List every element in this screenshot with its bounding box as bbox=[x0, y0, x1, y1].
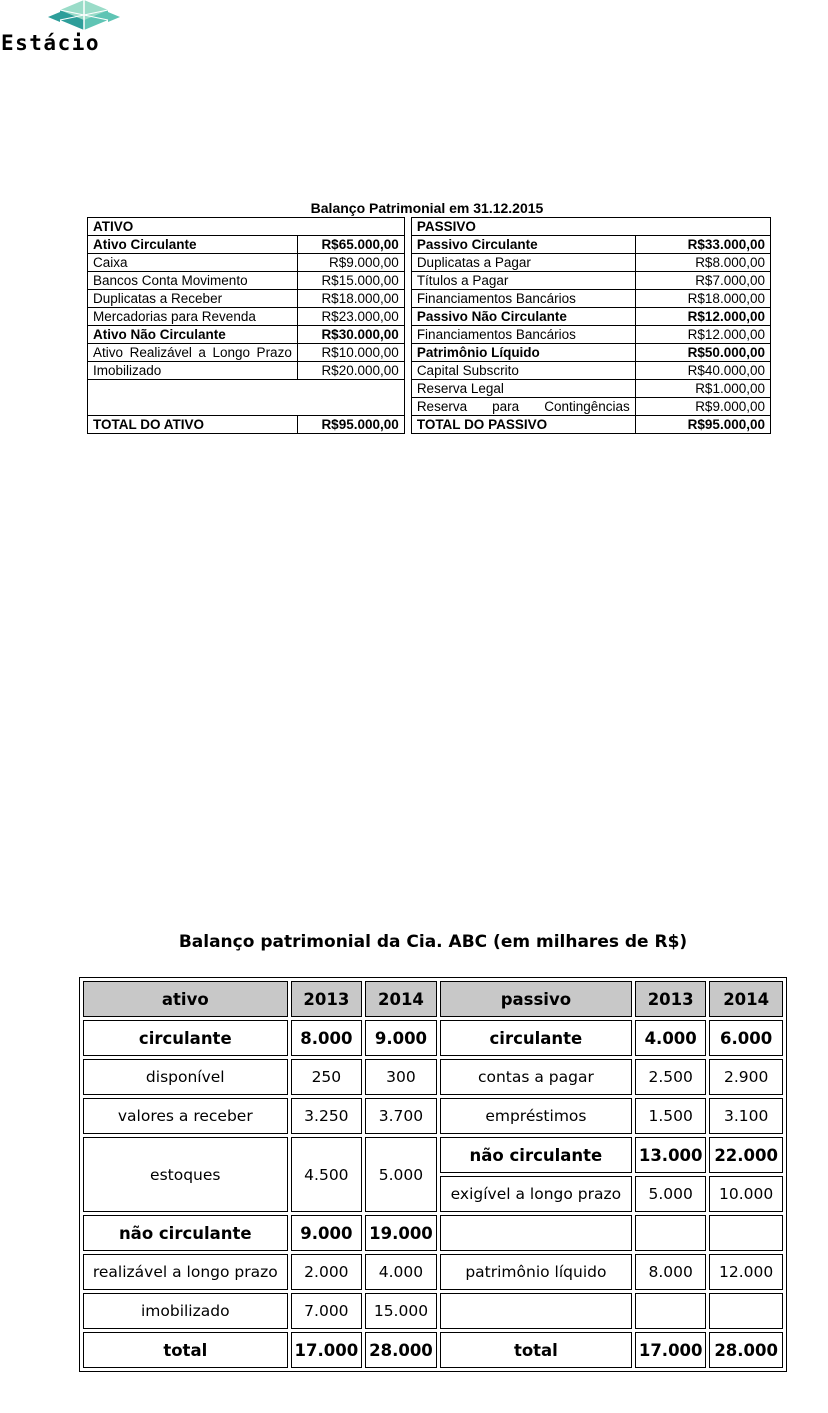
column-gap bbox=[404, 272, 411, 290]
passivo-value: R$9.000,00 bbox=[635, 398, 770, 416]
balance-sheet-abc-table bbox=[79, 977, 787, 1372]
logo-text: Estácio bbox=[1, 31, 101, 55]
table2-title: Balanço patrimonial da Cia. ABC (em milhares de R$) bbox=[178, 932, 688, 952]
ativo-value-2013: 2.000 bbox=[291, 1254, 363, 1290]
total-ativo-2014: 28.000 bbox=[365, 1332, 437, 1368]
ativo-label: Caixa bbox=[88, 254, 298, 272]
table1-title: Balanço Patrimonial em 31.12.2015 bbox=[310, 200, 544, 216]
passivo-label: Financiamentos Bancários bbox=[411, 290, 635, 308]
ativo-value-2013: 8.000 bbox=[291, 1020, 363, 1056]
passivo-empty-cell bbox=[709, 1293, 783, 1329]
total-ativo-label: total bbox=[83, 1332, 288, 1368]
column-gap bbox=[404, 308, 411, 326]
ativo-value-2013: 3.250 bbox=[291, 1098, 363, 1134]
column-gap bbox=[404, 326, 411, 344]
table-row bbox=[83, 1215, 783, 1251]
ativo-label: disponível bbox=[83, 1059, 288, 1095]
total-ativo-value: R$95.000,00 bbox=[297, 416, 404, 434]
ativo-value: R$20.000,00 bbox=[297, 362, 404, 380]
passivo-empty-cell bbox=[635, 1215, 706, 1251]
passivo-label: exigível a longo prazo bbox=[440, 1176, 632, 1212]
passivo-label: Passivo Não Circulante bbox=[411, 308, 635, 326]
passivo-label: patrimônio líquido bbox=[440, 1254, 632, 1290]
passivo-empty-cell bbox=[440, 1293, 632, 1329]
table-row bbox=[83, 1254, 783, 1290]
passivo-value: R$1.000,00 bbox=[635, 380, 770, 398]
ativo-label: Ativo Circulante bbox=[88, 236, 298, 254]
table-row bbox=[88, 344, 771, 362]
ativo-value: R$18.000,00 bbox=[297, 290, 404, 308]
table-row bbox=[88, 380, 771, 398]
ativo-value-2014: 3.700 bbox=[365, 1098, 437, 1134]
ativo-value: R$9.000,00 bbox=[297, 254, 404, 272]
total-passivo-label: TOTAL DO PASSIVO bbox=[411, 416, 635, 434]
passivo-label: Duplicatas a Pagar bbox=[411, 254, 635, 272]
passivo-label: Financiamentos Bancários bbox=[411, 326, 635, 344]
table-row bbox=[88, 290, 771, 308]
ativo-value-2013: 4.500 bbox=[291, 1137, 363, 1212]
ativo-value-2014: 15.000 bbox=[365, 1293, 437, 1329]
table-row bbox=[88, 254, 771, 272]
total-ativo-label: TOTAL DO ATIVO bbox=[88, 416, 298, 434]
total-passivo-2014: 28.000 bbox=[709, 1332, 783, 1368]
total-passivo-value: R$95.000,00 bbox=[635, 416, 770, 434]
column-gap bbox=[404, 236, 411, 254]
total-passivo-label: total bbox=[440, 1332, 632, 1368]
ativo-value: R$15.000,00 bbox=[297, 272, 404, 290]
estacio-logo bbox=[0, 0, 190, 60]
table-header-row bbox=[83, 981, 783, 1017]
ativo-value-2014: 300 bbox=[365, 1059, 437, 1095]
passivo-value: R$18.000,00 bbox=[635, 290, 770, 308]
table-row bbox=[83, 1098, 783, 1134]
passivo-label: contas a pagar bbox=[440, 1059, 632, 1095]
passivo-value-2013: 4.000 bbox=[635, 1020, 706, 1056]
ativo-value-2013: 9.000 bbox=[291, 1215, 363, 1251]
ativo-label: Ativo Não Circulante bbox=[88, 326, 298, 344]
header-ativo: ativo bbox=[83, 981, 288, 1017]
ativo-empty-cell bbox=[88, 380, 405, 416]
ativo-value: R$23.000,00 bbox=[297, 308, 404, 326]
table-row bbox=[88, 272, 771, 290]
ativo-label: imobilizado bbox=[83, 1293, 288, 1329]
estacio-diamond-icon bbox=[38, 0, 130, 32]
column-gap bbox=[404, 254, 411, 272]
passivo-label: Títulos a Pagar bbox=[411, 272, 635, 290]
table-row bbox=[83, 1332, 783, 1368]
total-ativo-2013: 17.000 bbox=[291, 1332, 363, 1368]
passivo-value-2014: 12.000 bbox=[709, 1254, 783, 1290]
passivo-header: PASSIVO bbox=[411, 218, 770, 236]
passivo-value-2014: 22.000 bbox=[709, 1137, 783, 1173]
passivo-label: circulante bbox=[440, 1020, 632, 1056]
passivo-value: R$50.000,00 bbox=[635, 344, 770, 362]
ativo-label: Bancos Conta Movimento bbox=[88, 272, 298, 290]
column-gap bbox=[404, 344, 411, 362]
passivo-value-2014: 2.900 bbox=[709, 1059, 783, 1095]
ativo-value: R$10.000,00 bbox=[297, 344, 404, 362]
table-row bbox=[88, 416, 771, 434]
ativo-label: não circulante bbox=[83, 1215, 288, 1251]
passivo-label: Reserva para Contingências bbox=[411, 398, 635, 416]
passivo-value: R$12.000,00 bbox=[635, 326, 770, 344]
header-year: 2014 bbox=[365, 981, 437, 1017]
passivo-label: Reserva Legal bbox=[411, 380, 635, 398]
passivo-label: Capital Subscrito bbox=[411, 362, 635, 380]
ativo-value-2013: 7.000 bbox=[291, 1293, 363, 1329]
ativo-value-2014: 5.000 bbox=[365, 1137, 437, 1212]
header-year: 2013 bbox=[291, 981, 363, 1017]
table-row bbox=[83, 1293, 783, 1329]
table-row bbox=[88, 308, 771, 326]
passivo-empty-cell bbox=[440, 1215, 632, 1251]
ativo-label: circulante bbox=[83, 1020, 288, 1056]
ativo-value: R$65.000,00 bbox=[297, 236, 404, 254]
passivo-empty-cell bbox=[709, 1215, 783, 1251]
ativo-value: R$30.000,00 bbox=[297, 326, 404, 344]
ativo-label: estoques bbox=[83, 1137, 288, 1212]
table-row bbox=[83, 1059, 783, 1095]
passivo-label: Passivo Circulante bbox=[411, 236, 635, 254]
ativo-value-2013: 250 bbox=[291, 1059, 363, 1095]
passivo-value-2013: 1.500 bbox=[635, 1098, 706, 1134]
passivo-value-2014: 10.000 bbox=[709, 1176, 783, 1212]
passivo-value: R$7.000,00 bbox=[635, 272, 770, 290]
column-gap bbox=[404, 290, 411, 308]
ativo-label: Duplicatas a Receber bbox=[88, 290, 298, 308]
ativo-label: Ativo Realizável a Longo Prazo bbox=[88, 344, 298, 362]
balance-sheet-2015-table bbox=[87, 217, 771, 434]
passivo-value: R$33.000,00 bbox=[635, 236, 770, 254]
table-row bbox=[88, 236, 771, 254]
column-gap bbox=[404, 362, 411, 380]
passivo-value-2013: 13.000 bbox=[635, 1137, 706, 1173]
passivo-value: R$8.000,00 bbox=[635, 254, 770, 272]
passivo-label: empréstimos bbox=[440, 1098, 632, 1134]
passivo-label: Patrimônio Líquido bbox=[411, 344, 635, 362]
column-gap bbox=[404, 218, 411, 236]
passivo-value: R$40.000,00 bbox=[635, 362, 770, 380]
header-year: 2013 bbox=[635, 981, 706, 1017]
header-year: 2014 bbox=[709, 981, 783, 1017]
table-row bbox=[88, 362, 771, 380]
passivo-value: R$12.000,00 bbox=[635, 308, 770, 326]
passivo-value-2014: 6.000 bbox=[709, 1020, 783, 1056]
passivo-value-2014: 3.100 bbox=[709, 1098, 783, 1134]
table-row bbox=[83, 1137, 783, 1173]
table-row bbox=[88, 326, 771, 344]
header-passivo: passivo bbox=[440, 981, 632, 1017]
table-row bbox=[88, 218, 771, 236]
ativo-value-2014: 4.000 bbox=[365, 1254, 437, 1290]
passivo-empty-cell bbox=[635, 1293, 706, 1329]
column-gap bbox=[404, 398, 411, 416]
passivo-value-2013: 5.000 bbox=[635, 1176, 706, 1212]
column-gap bbox=[404, 380, 411, 398]
passivo-label: não circulante bbox=[440, 1137, 632, 1173]
ativo-value-2014: 19.000 bbox=[365, 1215, 437, 1251]
passivo-value-2013: 2.500 bbox=[635, 1059, 706, 1095]
ativo-label: Imobilizado bbox=[88, 362, 298, 380]
total-passivo-2013: 17.000 bbox=[635, 1332, 706, 1368]
ativo-value-2014: 9.000 bbox=[365, 1020, 437, 1056]
ativo-label: Mercadorias para Revenda bbox=[88, 308, 298, 326]
ativo-header: ATIVO bbox=[88, 218, 405, 236]
passivo-value-2013: 8.000 bbox=[635, 1254, 706, 1290]
ativo-label: valores a receber bbox=[83, 1098, 288, 1134]
ativo-label: realizável a longo prazo bbox=[83, 1254, 288, 1290]
table-row bbox=[83, 1020, 783, 1056]
column-gap bbox=[404, 416, 411, 434]
